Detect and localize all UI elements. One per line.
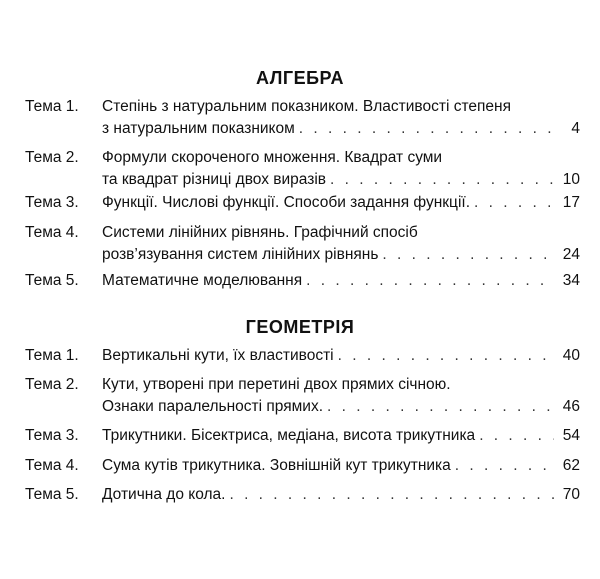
dot-leader [229, 484, 554, 506]
page-number: 4 [571, 120, 580, 137]
toc-entry-geometry-2[interactable] [25, 374, 580, 418]
entry-label: Тема 2. [25, 376, 79, 393]
dot-leader [455, 455, 554, 477]
page-number: 70 [562, 486, 580, 503]
dot-leader [330, 169, 554, 191]
toc-entry-algebra-2[interactable] [25, 147, 580, 191]
entry-title-cont: Ознаки паралельності прямих. [102, 398, 323, 415]
entry-title-cont: з натуральним показником [102, 120, 295, 137]
entry-label: Тема 1. [25, 347, 79, 364]
entry-title-cont: розв’язування систем лінійних рівнянь [102, 246, 379, 263]
entry-label: Тема 1. [25, 98, 79, 115]
toc-entry-algebra-5[interactable] [25, 270, 580, 292]
page-number: 10 [562, 171, 580, 188]
entry-label: Тема 5. [25, 486, 79, 503]
toc-entry-geometry-4[interactable] [25, 455, 580, 477]
toc-entry-algebra-3[interactable] [25, 192, 580, 214]
entry-title: Системи лінійних рівнянь. Графічний спосіб [102, 224, 418, 241]
page-number: 62 [562, 457, 580, 474]
entry-label: Тема 2. [25, 149, 79, 166]
section-title-algebra: АЛГЕБРА [256, 68, 344, 88]
entry-label: Тема 4. [25, 224, 79, 241]
entry-title: Вертикальні кути, їх властивості [102, 347, 334, 364]
toc-entry-algebra-1[interactable] [25, 96, 580, 140]
entry-label: Тема 3. [25, 194, 79, 211]
page-number: 24 [562, 246, 580, 263]
entry-title: Трикутники. Бісектриса, медіана, висота трикутника [102, 427, 476, 444]
entry-label: Тема 3. [25, 427, 79, 444]
dot-leader [299, 118, 554, 140]
entry-title: Степінь з натуральним показником. Властивості степеня [102, 98, 511, 115]
toc-entry-geometry-1[interactable] [25, 345, 580, 367]
dot-leader [306, 270, 554, 292]
page-number: 40 [562, 347, 580, 364]
entry-title: Формули скороченого множення. Квадрат суми [102, 149, 443, 166]
entry-label: Тема 4. [25, 457, 79, 474]
page-number: 54 [562, 427, 580, 444]
entry-title-cont: та квадрат різниці двох виразів [102, 171, 327, 188]
toc-entry-algebra-4[interactable] [25, 222, 580, 266]
dot-leader [327, 396, 554, 418]
section-title-geometry: ГЕОМЕТРІЯ [245, 317, 355, 337]
toc-entry-geometry-3[interactable] [25, 425, 580, 447]
dot-leader [382, 244, 554, 266]
entry-title: Математичне моделювання [102, 272, 303, 289]
entry-title: Дотична до кола. [102, 486, 226, 503]
dot-leader [479, 425, 554, 447]
entry-title: Сума кутів трикутника. Зовнішній кут трикутника [102, 457, 451, 474]
dot-leader [474, 192, 554, 214]
dot-leader [338, 345, 554, 367]
page-number: 34 [562, 272, 580, 289]
entry-label: Тема 5. [25, 272, 79, 289]
entry-title: Кути, утворені при перетині двох прямих січною. [102, 376, 451, 393]
toc-entry-geometry-5[interactable] [25, 484, 580, 506]
entry-title: Функції. Числові функції. Способи задання функції. [102, 194, 470, 211]
page-number: 46 [562, 398, 580, 415]
page-number: 17 [562, 194, 580, 211]
